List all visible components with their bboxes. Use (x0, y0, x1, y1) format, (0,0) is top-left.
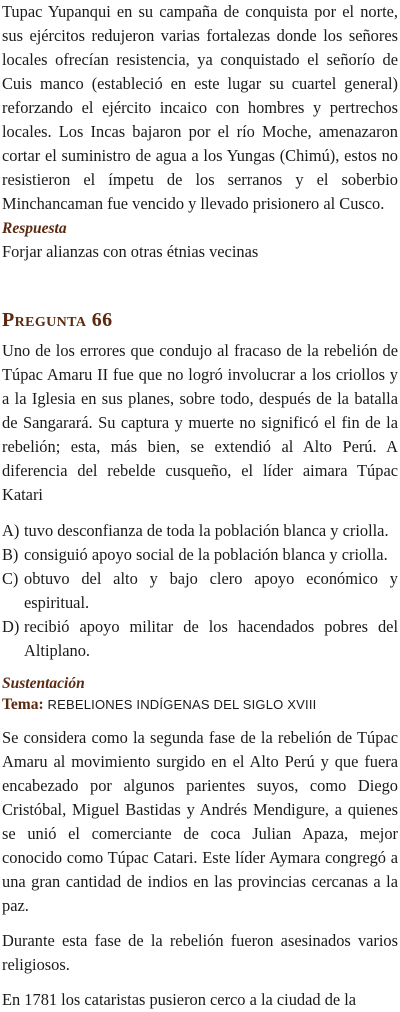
option-c (2, 567, 398, 615)
option-letter: D) (2, 617, 20, 636)
option-text: tuvo desconfianza de toda la población blanca y criolla. (24, 521, 389, 540)
body-paragraph-1: Se considera como la segunda fase de la rebelión de Túpac Amaru al movimiento surgido en el Alto Perú y que fuera encabezado por algunos parientes suyos, como Diego Cristóbal, Miguel Bastidas y Andrés Mendigure, a quienes se unió el comerciante de coca Julian Apaza, mejor conocido como Túpac Catari. Este líder Aymara congregó a una gran cantidad de indios en las provincias cercanas a la paz. (2, 728, 398, 915)
option-text: consiguió apoyo social de la población blanca y criolla. (24, 545, 388, 564)
options-list (2, 519, 398, 663)
option-text: obtuvo del alto y bajo clero apoyo económico y espiritual. (24, 569, 398, 612)
option-b (2, 543, 398, 567)
question-text: Uno de los errores que condujo al fracaso de la rebelión de Túpac Amaru II fue que no logró involucrar a los criollos y a la Iglesia en sus planes, sobre todo, después de la batalla de Sangarará. Su captura y muerte no significó el fin de la rebelión; esta, más bien, se extendió al Alto Perú. A diferencia del rebelde cusqueño, el líder aimara Túpac Katari (2, 341, 398, 504)
option-letter: B) (2, 545, 19, 564)
tema-label: Tema: (2, 696, 44, 713)
option-a (2, 519, 398, 543)
body-paragraph-2: Durante esta fase de la rebelión fueron asesinados varios religiosos. (2, 931, 398, 974)
tema-line (2, 695, 398, 715)
question-heading: Pregunta 66 (2, 309, 113, 331)
tema-text: REBELIONES INDÍGENAS DEL SIGLO XVIII (47, 697, 317, 712)
option-text: recibió apoyo militar de los hacendados pobres del Altiplano. (24, 617, 398, 660)
respuesta-text: Forjar alianzas con otras étnias vecinas (2, 242, 259, 261)
respuesta-label: Respuesta (2, 220, 67, 237)
option-letter: A) (2, 521, 20, 540)
option-d (2, 615, 398, 663)
option-letter: C) (2, 569, 19, 588)
intro-paragraph: Tupac Yupanqui en su campaña de conquista por el norte, sus ejércitos redujeron varias fortalezas donde los señores locales ofrecían resistencia, ya conquistado el señorío de Cuis manco (estableció en este lugar su cuartel general) reforzando el ejército incaico con hombres y pertrechos locales. Los Incas bajaron por el río Moche, amenazaron cortar el suministro de agua a los Yungas (Chimú), estos no resistieron el ímpetu de los serranos y el soberbio Minchancaman fue vencido y llevado prisionero al Cusco. (2, 2, 398, 213)
sustentacion-label: Sustentación (2, 675, 85, 692)
body-paragraph-3: En 1781 los cataristas pusieron cerco a la ciudad de la (2, 990, 357, 1009)
